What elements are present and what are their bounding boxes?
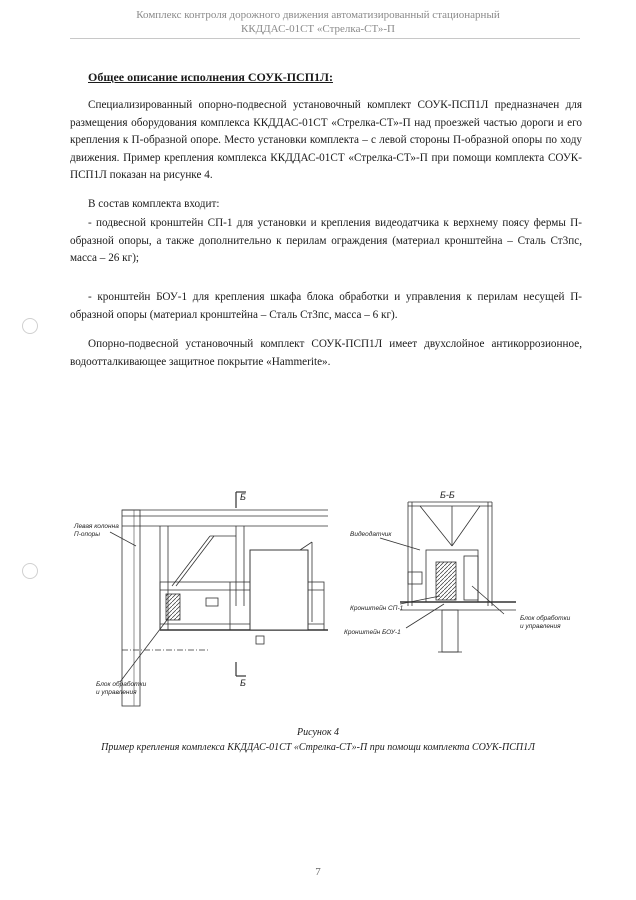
punch-hole-mark [22, 563, 38, 579]
section-mark-bottom: Б [240, 678, 246, 688]
label-left-column-2: П-опоры [74, 531, 101, 538]
label-left-column-1: Левая колонна [74, 523, 119, 530]
punch-hole-mark [22, 318, 38, 334]
left-view-drawing [110, 492, 328, 706]
figure-4-drawing [60, 486, 580, 714]
label-block-left-2: и управления [96, 689, 137, 696]
column-base [442, 610, 458, 652]
label-block-right-1: Блок обработки [520, 615, 571, 622]
section-title-bb: Б-Б [440, 490, 455, 500]
figure-caption-title: Рисунок 4 [296, 727, 340, 738]
left-column [122, 510, 140, 706]
section-mark-top: Б [240, 492, 246, 502]
label-bou1: Кронштейн БОУ-1 [344, 629, 401, 636]
paragraph-description: Специализированный опорно-подвесной установочный комплект СОУК-ПСП1Л предназначен для размещения оборудования комплекса ККДДАС-01СТ «Стрелка-СТ»-П над проезжей частью дороги и его крепления к П-образной опоре. Место установки комплекта – с левой стороны П-образной опоры по ходу движения. Пример крепления комплекса ККДДАС-01СТ «Стрелка-СТ»-П при помощи комплекта СОУК-ПСП1Л показан на рисунке 4. [70, 99, 582, 181]
cabinet [250, 550, 308, 630]
figure-caption-text: Пример крепления комплекса ККДДАС-01СТ «Стрелка-СТ»-П при помощи комплекта СОУК-ПСП1Л [101, 742, 535, 753]
label-block-right-2: и управления [520, 623, 561, 630]
paragraph-bou1-bracket: - кронштейн БОУ-1 для крепления шкафа блока обработки и управления к перилам несущей П-образной опоры (материал кронштейна – Сталь Ст3пс, масса – 6 кг). [70, 291, 582, 321]
label-sp1: Кронштейн СП-1 [350, 605, 404, 612]
header-line-2: ККДДАС-01СТ «Стрелка-СТ»-П [241, 23, 395, 35]
label-block-left-1: Блок обработки [96, 681, 147, 688]
header-divider [70, 38, 580, 39]
section-title: Общее описание исполнения СОУК-ПСП1Л: [88, 70, 333, 84]
page-header [0, 8, 636, 36]
label-sensor: Видеодатчик [350, 531, 392, 538]
header-line-1: Комплекс контроля дорожного движения автоматизированный стационарный [136, 9, 500, 21]
processing-block-left [166, 594, 180, 620]
processing-block-right [436, 562, 456, 600]
page-number: 7 [315, 866, 321, 878]
paragraph-sp1-bracket: - подвесной кронштейн СП-1 для установки и крепления видеодатчика к верхнему поясу фермы П-образной опоры, а также дополнительно к перилам ограждения (материал кронштейна – Сталь Ст3пс, масса – 26 кг); [70, 217, 582, 264]
paragraph-composition-intro: В состав комплекта входит: [88, 198, 220, 210]
paragraph-coating: Опорно-подвесной установочный комплект СОУК-ПСП1Л имеет двухслойное антикоррозионное, водоотталкивающее защитное покрытие «Hammerite». [70, 338, 582, 368]
